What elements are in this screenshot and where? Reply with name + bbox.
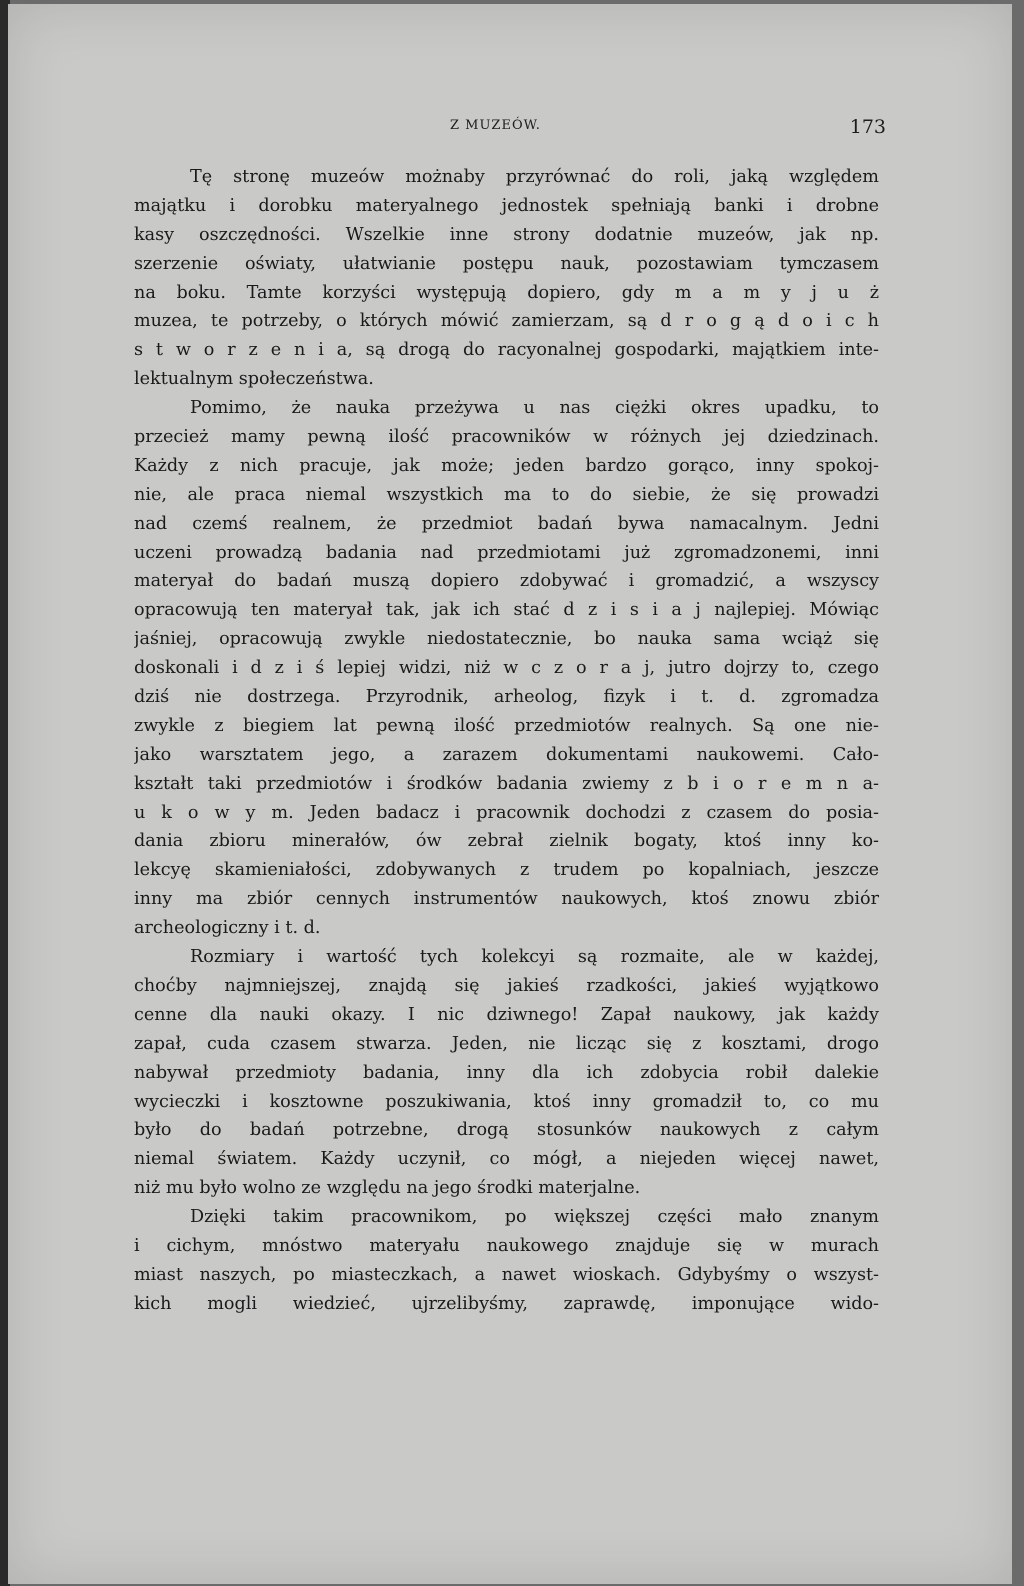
text-line: s t w o r z e n i a, są drogą do racyonalnej gospodarki, majątkiem inte- xyxy=(134,340,879,361)
text-line: Każdy z nich pracuje, jak może; jeden bardzo gorąco, inny spokoj- xyxy=(134,455,879,476)
text-line: dania zbioru minerałów, ów zebrał zielnik bogaty, ktoś inny ko- xyxy=(134,831,879,852)
text-line: jaśniej, opracowują zwykle niedostatecznie, bo nauka sama wciąż się xyxy=(134,629,879,650)
text-line: było do badań potrzebne, drogą stosunków naukowych z całym xyxy=(134,1120,879,1141)
text-line: i cichym, mnóstwo materyału naukowego znajduje się w murach xyxy=(134,1235,879,1256)
text-line: nad czemś realnem, że przedmiot badań bywa namacalnym. Jedni xyxy=(134,513,879,534)
text-line: Dzięki takim pracownikom, po większej części mało znanym xyxy=(190,1207,879,1228)
text-line: jako warsztatem jego, a zarazem dokumentami naukowemi. Cało- xyxy=(134,744,879,765)
text-line: miast naszych, po miasteczkach, a nawet wioskach. Gdybyśmy o wszyst- xyxy=(134,1264,879,1285)
text-line: opracowują ten materyał tak, jak ich stać d z i s i a j najlepiej. Mówiąc xyxy=(134,600,879,621)
text-line: Rozmiary i wartość tych kolekcyi są rozmaite, ale w każdej, xyxy=(190,947,879,968)
text-line: majątku i dorobku materyalnego jednostek spełniają banki i drobne xyxy=(134,195,879,216)
text-line: choćby najmniejszej, znajdą się jakieś rzadkości, jakieś wyjątkowo xyxy=(134,975,879,996)
text-line: zapał, cuda czasem stwarza. Jeden, nie licząc się z kosztami, drogo xyxy=(134,1033,879,1054)
text-line: nabywał przedmioty badania, inny dla ich zdobycia robił dalekie xyxy=(134,1062,879,1083)
text-line: muzea, te potrzeby, o których mówić zamierzam, są d r o g ą d o i c h xyxy=(134,311,879,332)
text-line: przecież mamy pewną ilość pracowników w różnych jej dziedzinach. xyxy=(134,427,879,448)
text-line: szerzenie oświaty, ułatwianie postępu nauk, pozostawiam tymczasem xyxy=(134,253,879,274)
text-line: niż mu było wolno ze względu na jego środki materjalne. xyxy=(134,1178,641,1199)
running-head: Z MUZEÓW. xyxy=(450,118,541,133)
page-number: 173 xyxy=(849,116,886,138)
body-text xyxy=(134,163,879,1319)
text-line: dziś nie dostrzega. Przyrodnik, arheolog, fizyk i t. d. zgromadza xyxy=(134,687,879,708)
text-line: kasy oszczędności. Wszelkie inne strony dodatnie muzeów, jak np. xyxy=(134,224,879,245)
text-line: nie, ale praca niemal wszystkich ma to do siebie, że się prowadzi xyxy=(134,484,879,505)
text-line: Pomimo, że nauka przeżywa u nas ciężki okres upadku, to xyxy=(190,398,879,419)
text-line: niemal światem. Każdy uczynił, co mógł, a niejeden więcej nawet, xyxy=(134,1149,879,1170)
text-line: Tę stronę muzeów możnaby przyrównać do roli, jaką względem xyxy=(190,167,879,187)
text-line: u k o w y m. Jeden badacz i pracownik dochodzi z czasem do posia- xyxy=(134,802,879,823)
text-line: zwykle z biegiem lat pewną ilość przedmiotów realnych. Są one nie- xyxy=(134,715,879,736)
text-line: lektualnym społeczeństwa. xyxy=(134,369,374,390)
text-line: kształt taki przedmiotów i środków badania zwiemy z b i o r e m n a- xyxy=(134,773,879,794)
text-line: uczeni prowadzą badania nad przedmiotami już zgromadzonemi, inni xyxy=(134,542,879,563)
text-line: wycieczki i kosztowne poszukiwania, ktoś inny gromadził to, co mu xyxy=(134,1091,879,1112)
text-line: doskonali i d z i ś lepiej widzi, niż w c z o r a j, jutro dojrzy to, czego xyxy=(134,658,879,679)
text-line: cenne dla nauki okazy. I nic dziwnego! Zapał naukowy, jak każdy xyxy=(134,1004,879,1025)
text-line: archeologiczny i t. d. xyxy=(134,918,321,939)
text-line: lekcyę skamieniałości, zdobywanych z trudem po kopalniach, jeszcze xyxy=(134,860,879,881)
page-header xyxy=(130,116,886,140)
text-line: na boku. Tamte korzyści występują dopiero, gdy m a m y j u ż xyxy=(134,282,879,303)
text-line: materyał do badań muszą dopiero zdobywać i gromadzić, a wszyscy xyxy=(134,571,879,592)
text-line: inny ma zbiór cennych instrumentów naukowych, ktoś znowu zbiór xyxy=(134,889,879,910)
text-line: kich mogli wiedzieć, ujrzelibyśmy, zaprawdę, imponujące wido- xyxy=(134,1293,879,1314)
